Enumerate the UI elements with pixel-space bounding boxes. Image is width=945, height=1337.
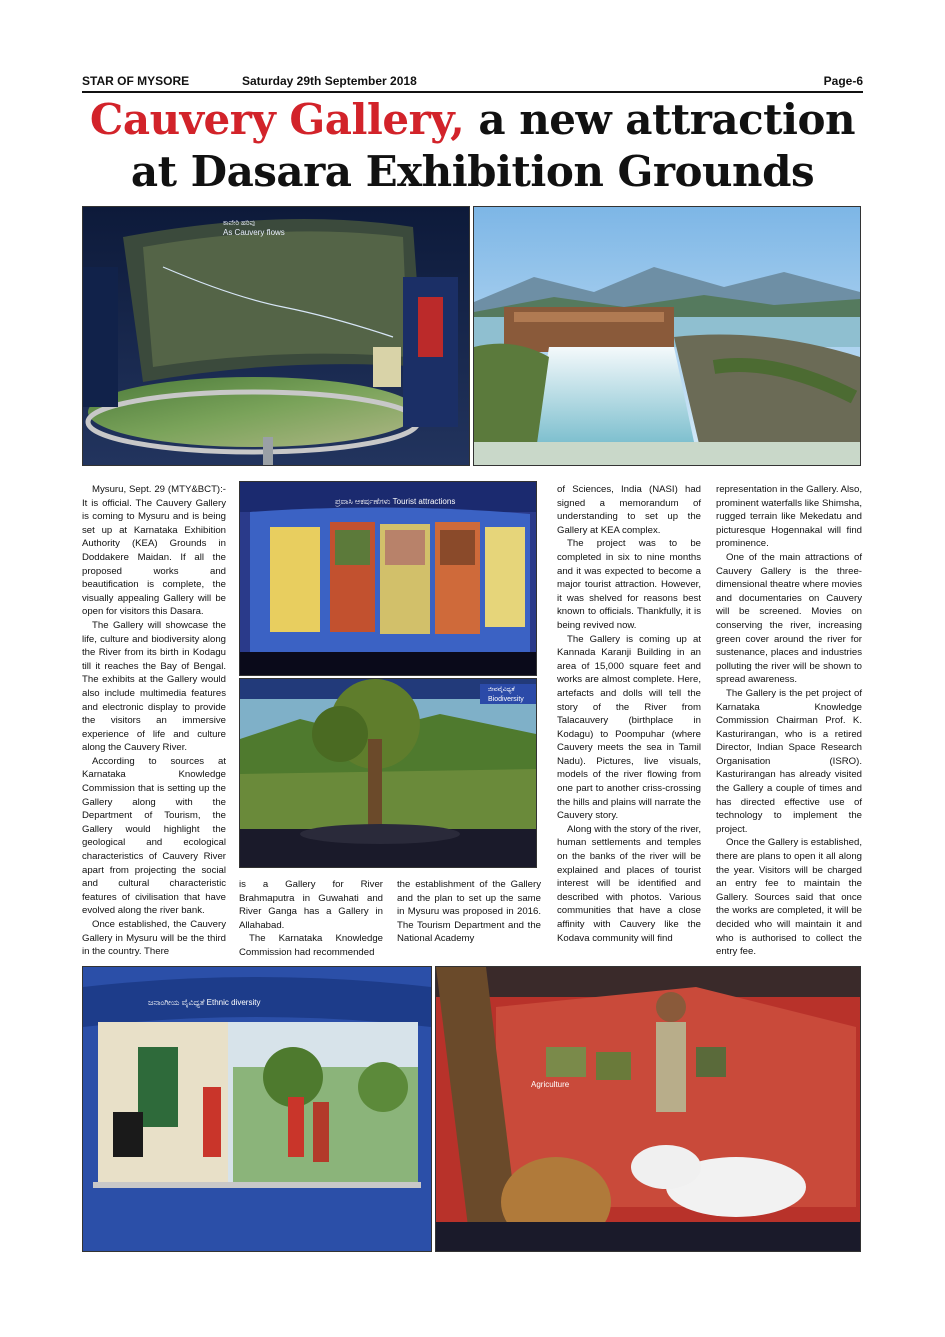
- page-header: [82, 74, 863, 90]
- headline: [82, 94, 863, 198]
- article-column-1: [82, 483, 226, 959]
- photo-biodiversity: [239, 678, 537, 868]
- photo-ethnic-diversity: [82, 966, 432, 1252]
- article-column-5: [716, 483, 862, 959]
- paragraph: Once established, the Cauvery Gallery in Mysuru will be the third in the country. There: [82, 919, 226, 958]
- issue-date: Saturday 29th September 2018: [242, 74, 417, 88]
- paragraph: According to sources at Karnataka Knowledge Commission that is setting up the Gallery along with the Department of Tourism, the Gallery would highlight the geological and ecological characteristics of Cauvery River apart from projecting the social and cultural characteristic features of civilisation that have evolved along the river bank.: [82, 755, 226, 917]
- paragraph: The Karnataka Knowledge Commission had recommended: [239, 933, 383, 958]
- paragraph: the establishment of the Gallery and the plan to set up the same in Mysuru was proposed in 2016. The Tourism Department and the National Academy: [397, 879, 541, 945]
- biodiversity-label: Biodiversity: [488, 696, 524, 703]
- headline-black-2: at Dasara Exhibition Grounds: [130, 147, 815, 196]
- headline-red: Cauvery Gallery,: [89, 95, 465, 144]
- photo-agriculture-exhibit: [435, 966, 861, 1252]
- paragraph: The Gallery will showcase the life, culture and biodiversity along the River from its birth in Kodagu till it reaches the Bay of Bengal. The exhibits at the Gallery would also include multimedia features and electronic display to provide the visitors an immersive experience of life and culture along the Cauvery River.: [82, 619, 226, 754]
- paragraph: Mysuru, Sept. 29 (MTY&BCT):- It is official. The Cauvery Gallery is coming to Mysuru and is being set up at Karnataka Exhibition Authority (KEA) Grounds in Doddakere Maidan. If all the proposed works and beautification is complete, the visually appealing Gallery will be open for visitors this Dasara.: [82, 484, 226, 618]
- newspaper-name: STAR OF MYSORE: [82, 74, 190, 88]
- paragraph: Once the Gallery is established, there are plans to open it all along the year. Visitors will be charged an entry fee to maintain the Gallery. Sources said that once the works are completed, it will be decided who will maintain it and who is authorised to collect the entry fee.: [716, 837, 862, 958]
- header-rule: [82, 91, 863, 93]
- photo-tourist-attractions: [239, 481, 537, 676]
- agriculture-label: Agriculture: [531, 1080, 570, 1089]
- photo-dam-painting: [473, 206, 861, 466]
- paragraph: The Gallery is coming up at Kannada Karanji Building in an area of 15,000 square feet and works are almost complete. Here, artefacts and dolls will tell the story of the River from Talacauvery (birthplace in Kodagu) to Poompuhar (where Cauvery meets the sea in Tamil Nadu). Pictures, live visuals, models of the river flowing from one part to another criss-crossing the hills and plains will narrate the Cauvery story.: [557, 633, 701, 822]
- headline-black-1: a new attraction: [464, 95, 856, 144]
- article-column-4: [557, 483, 701, 945]
- paragraph: Along with the story of the river, human settlements and temples on the banks of the river will be explained and places of tourist interest will be identified and described with photos. Various communities that have a close affinity with Cauvery like the Kodava community will find: [557, 823, 701, 944]
- map-label-kannada: ಕಾವೇರಿ ಹರಿವು: [223, 220, 256, 227]
- biodiversity-label-kannada: ಜೀವವೈವಿಧ್ಯತೆ: [488, 687, 515, 693]
- tourist-label: ಪ್ರವಾಸಿ ಆಕರ್ಷಣೆಗಳು Tourist attractions: [335, 497, 456, 506]
- photo-cauvery-map-exhibit: [82, 206, 470, 466]
- paragraph: The project was to be completed in six to nine months and it was expected to become a major tourist attraction. However, it was shelved for reasons best known to officials. Thankfully, it is being revived now.: [557, 538, 701, 631]
- ethnic-label: ಜನಾಂಗೀಯ ವೈವಿಧ್ಯತೆ Ethnic diversity: [148, 998, 261, 1007]
- page-number: Page-6: [823, 74, 863, 88]
- paragraph: The Gallery is the pet project of Karnataka Knowledge Commission Chairman Prof. K. Kasturirangan, who is a retired Director, Indian Space Research Organisation (ISRO). Kasturirangan has already visited the Gallery a couple of times and has directed effective use of technology to implement the project.: [716, 687, 862, 835]
- paragraph: One of the main attractions of Cauvery Gallery is the three-dimensional theatre where movies and documentaries on Cauvery will be screened. Movies on conserving the river, increasing green cover around the river for sustenance, places and industries polluting the river will be shown to spread awareness.: [716, 551, 862, 686]
- article-column-3: [397, 878, 541, 946]
- paragraph: is a Gallery for River Brahmaputra in Guwahati and River Ganga has a Gallery in Allahabad.: [239, 879, 383, 931]
- paragraph: representation in the Gallery. Also, prominent waterfalls like Shimsha, rugged terrain like Mekedatu and picturesque Hogennakal will find prominence.: [716, 484, 862, 550]
- map-label: As Cauvery flows: [223, 228, 285, 237]
- paragraph: of Sciences, India (NASI) had signed a memorandum of understanding to set up the Gallery at KEA complex.: [557, 484, 701, 536]
- article-column-2: [239, 878, 383, 960]
